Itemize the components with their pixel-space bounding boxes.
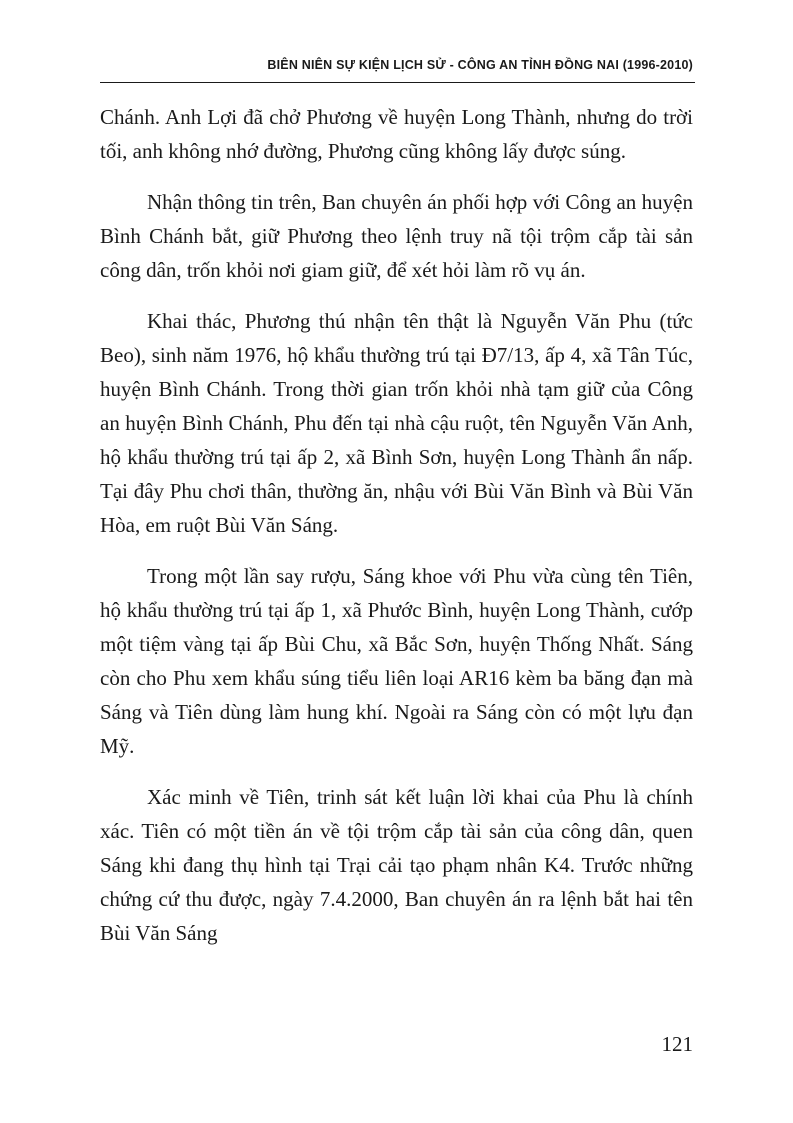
paragraph: Xác minh về Tiên, trinh sát kết luận lời khai của Phu là chính xác. Tiên có một tiền án về tội trộm cắp tài sản của công dân, quen Sáng khi đang thụ hình tại Trại cải tạo phạm nhân K4. Trước những chứng cứ thu được, ngày 7.4.2000, Ban chuyên án ra lệnh bắt hai tên Bùi Văn Sáng — [100, 785, 693, 945]
paragraph: Khai thác, Phương thú nhận tên thật là Nguyễn Văn Phu (tức Beo), sinh năm 1976, hộ khẩu thường trú tại Đ7/13, ấp 4, xã Tân Túc, huyện Bình Chánh. Trong thời gian trốn khỏi nhà tạm giữ của Công an huyện Bình Chánh, Phu đến tại nhà cậu ruột, tên Nguyễn Văn Anh, hộ khẩu thường trú tại ấp 2, xã Bình Sơn, huyện Long Thành ẩn nấp. Tại đây Phu chơi thân, thường ăn, nhậu với Bùi Văn Bình và Bùi Văn Hòa, em ruột Bùi Văn Sáng. — [100, 309, 693, 537]
paragraph: Nhận thông tin trên, Ban chuyên án phối hợp với Công an huyện Bình Chánh bắt, giữ Phương theo lệnh truy nã tội trộm cắp tài sản công dân, trốn khỏi nơi giam giữ, để xét hỏi làm rõ vụ án. — [100, 190, 693, 282]
page-number: 121 — [661, 1032, 693, 1056]
paragraph-continuation: Chánh. Anh Lợi đã chở Phương về huyện Long Thành, nhưng do trời tối, anh không nhớ đường, Phương cũng không lấy được súng. — [100, 105, 693, 163]
body-text — [100, 100, 693, 967]
paragraph: Trong một lần say rượu, Sáng khoe với Phu vừa cùng tên Tiên, hộ khẩu thường trú tại ấp 1, xã Phước Bình, huyện Long Thành, cướp một tiệm vàng tại ấp Bùi Chu, xã Bắc Sơn, huyện Thống Nhất. Sáng còn cho Phu xem khẩu súng tiểu liên loại AR16 kèm ba băng đạn mà Sáng và Tiên dùng làm hung khí. Ngoài ra Sáng còn có một lựu đạn Mỹ. — [100, 564, 693, 758]
header-rule — [100, 82, 695, 83]
running-header: BIÊN NIÊN SỰ KIỆN LỊCH SỬ - CÔNG AN TỈNH ĐỒNG NAI (1996-2010) — [267, 58, 693, 72]
